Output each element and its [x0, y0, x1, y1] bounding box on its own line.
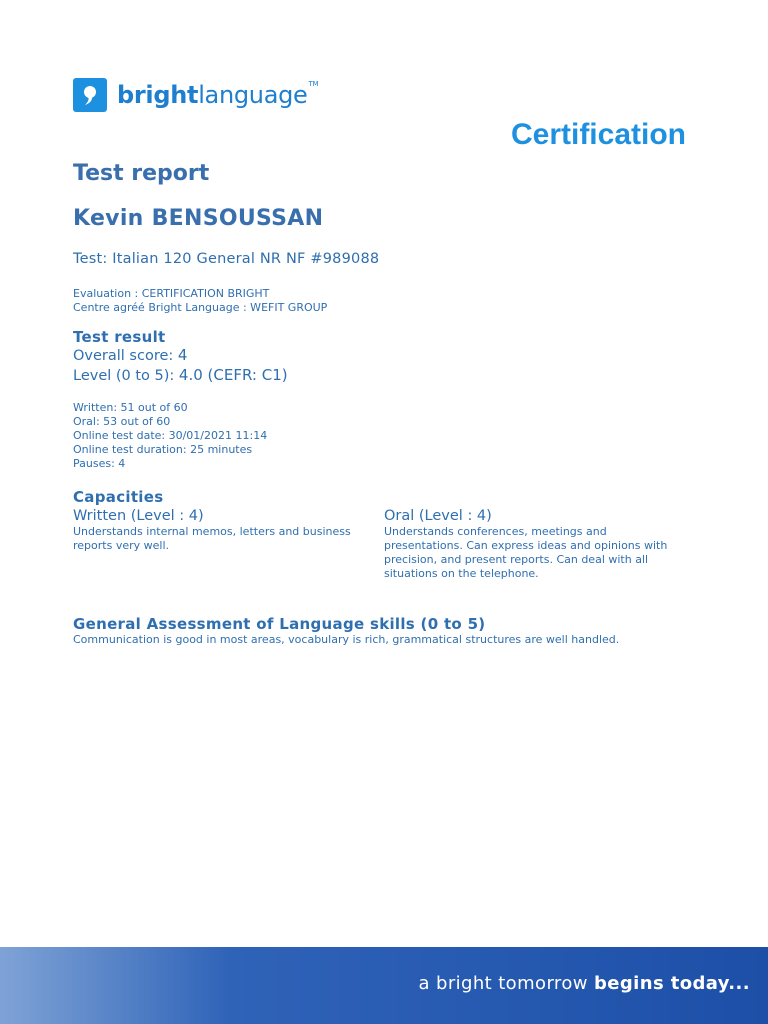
- overall-score-value: 4: [177, 346, 188, 364]
- logo-mark-icon: [73, 78, 107, 112]
- oral-score: Oral: 53 out of 60: [73, 415, 171, 428]
- logo-wordmark: [117, 80, 319, 109]
- footer-banner: [0, 947, 768, 1024]
- level-label: Level (0 to 5):: [73, 368, 179, 384]
- pauses: Pauses: 4: [73, 457, 126, 470]
- logo-brand-bold: bright: [117, 81, 199, 109]
- overall-score-label: Overall score:: [73, 348, 178, 364]
- stats-block: [73, 401, 267, 471]
- oral-capacity-title: Oral (Level : 4): [384, 508, 492, 524]
- evaluation-block: [73, 287, 327, 315]
- test-report-title: Test report: [73, 161, 210, 186]
- evaluation-line: Evaluation : CERTIFICATION BRIGHT: [73, 287, 270, 300]
- oral-capacity: [384, 507, 684, 581]
- written-capacity-text: Understands internal memos, letters and business reports very well.: [73, 525, 351, 552]
- capacities-heading: Capacities: [73, 488, 164, 506]
- test-result-heading: Test result: [73, 328, 166, 346]
- written-score: Written: 51 out of 60: [73, 401, 188, 414]
- written-capacity-title: Written (Level : 4): [73, 508, 204, 524]
- level-value: 4.0 (CEFR: C1): [178, 366, 288, 384]
- bright-language-logo: [73, 78, 318, 112]
- online-test-date: Online test date: 30/01/2021 11:14: [73, 429, 268, 442]
- written-capacity: [73, 507, 373, 553]
- footer-slogan: [418, 973, 750, 994]
- general-assessment-heading: General Assessment of Language skills (0 to 5): [73, 615, 486, 633]
- logo-trademark: TM: [308, 80, 319, 88]
- slogan-light: a bright tomorrow: [418, 973, 594, 994]
- overall-score: [73, 346, 288, 366]
- general-assessment-text: Communication is good in most areas, vocabulary is rich, grammatical structures are well handled.: [73, 633, 620, 646]
- level-score: [73, 366, 288, 386]
- logo-brand-light: language: [198, 81, 308, 109]
- oral-capacity-text: Understands conferences, meetings and presentations. Can express ideas and opinions with precision, and present reports. Can deal with all situations on the telephone.: [384, 525, 668, 580]
- test-description: Test: Italian 120 General NR NF #989088: [73, 251, 380, 267]
- centre-line: Centre agréé Bright Language : WEFIT GROUP: [73, 301, 328, 314]
- candidate-name: Kevin BENSOUSSAN: [73, 206, 324, 231]
- slogan-bold: begins today...: [594, 973, 750, 994]
- online-test-duration: Online test duration: 25 minutes: [73, 443, 253, 456]
- certification-title: Certification: [510, 118, 686, 151]
- test-result-block: [73, 328, 288, 386]
